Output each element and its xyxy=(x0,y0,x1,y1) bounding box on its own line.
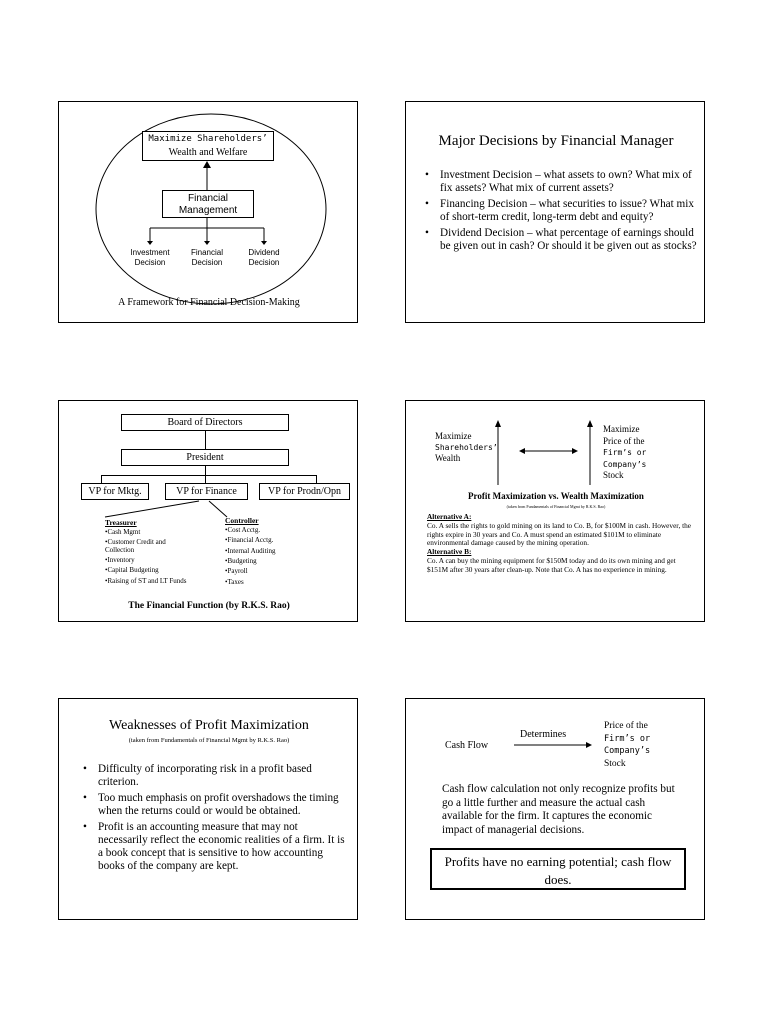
financial-function-caption: The Financial Function (by R.K.S. Rao) xyxy=(128,601,290,611)
treasurer-item: •Customer Credit and Collection xyxy=(105,538,166,554)
investment-decision-line1: Investment xyxy=(130,248,170,257)
weaknesses-list xyxy=(80,763,348,876)
profit-vs-wealth-title: Profit Maximization vs. Wealth Maximization xyxy=(468,491,644,501)
president-box: President xyxy=(121,449,289,466)
controller-item: •Taxes xyxy=(225,577,244,586)
weakness-risk-bullet: • Difficulty of incorporating risk in a profit based criterion. xyxy=(80,763,348,789)
financial-decision-label xyxy=(177,248,237,268)
financial-management-line2: Management xyxy=(178,205,238,216)
framework-caption: A Framework for Financial Decision-Making xyxy=(118,297,300,308)
maximize-price-line3: Firm’s or xyxy=(603,448,647,457)
controller-title: Controller xyxy=(225,516,259,525)
cash-flow-label: Cash Flow xyxy=(445,740,489,751)
treasurer-item: •Inventory xyxy=(105,556,135,565)
branch-connectors xyxy=(59,102,358,323)
controller-list xyxy=(225,527,325,589)
financial-management-line1: Financial xyxy=(187,193,229,204)
profits-statement-box xyxy=(430,848,686,890)
treasurer-title: Treasurer xyxy=(105,518,137,527)
controller-item: •Cost Acctg. xyxy=(225,526,261,534)
maximize-price-line4: Company’s xyxy=(603,459,647,469)
financing-decision-bullet: • Financing Decision – what securities to issue? What mix of short-term credit, long-term debt and equity? xyxy=(422,198,698,224)
price-of-firm-line2: Firm’s or xyxy=(604,733,651,744)
dividend-decision-bullet: • Dividend Decision – what percentage of earnings should be given out in cash? Or should it be given out as stocks? xyxy=(422,227,698,253)
slide-financial-function xyxy=(58,400,358,622)
maximize-price-line1: Maximize xyxy=(603,424,640,434)
treasurer-item: •Cash Mgmt xyxy=(105,528,141,536)
maximize-shareholders-line3: Wealth xyxy=(435,453,461,463)
slide-weaknesses-profit-max xyxy=(58,698,358,920)
vp-finance-box: VP for Finance xyxy=(165,483,248,500)
controller-item: •Payroll xyxy=(225,567,248,576)
maximize-price-line2: Price of the xyxy=(603,435,645,446)
price-of-firm-label xyxy=(604,720,650,770)
weakness-timing-bullet: • Too much emphasis on profit overshadows the timing when the returns could or would be obtained. xyxy=(80,792,348,818)
major-decisions-title: Major Decisions by Financial Manager xyxy=(438,133,674,149)
slide-major-decisions xyxy=(405,101,705,323)
investment-decision-label xyxy=(120,248,180,268)
price-of-firm-line4: Stock xyxy=(604,758,626,769)
determines-label: Determines xyxy=(520,729,567,740)
financial-decision-line1: Financial xyxy=(190,248,223,257)
profit-vs-wealth-source: (taken from Fundamentals of Financial Mgmt by R.K.S. Rao) xyxy=(506,504,606,509)
maximize-price-line5: Stock xyxy=(603,470,624,480)
maximize-price-label xyxy=(603,424,646,482)
price-of-firm-line1: Price of the xyxy=(604,721,648,731)
weakness-accounting-bullet: • Profit is an accounting measure that may not necessarily reflect the economic realities of a firm. It is a book concept that is sensitive to how accounting books of the company are kept. xyxy=(80,821,348,873)
major-decisions-list xyxy=(422,169,698,256)
alternative-b-title: Alternative B: xyxy=(427,547,472,557)
slide-financial-framework xyxy=(58,101,358,323)
financial-decision-line2: Decision xyxy=(191,258,223,267)
cash-flow-paragraph: Cash flow calculation not only recognize profits but go a little further and measure the actual cash available for the firm. It captures the economic impact of managerial decisions. xyxy=(442,783,675,836)
investment-decision-line2: Decision xyxy=(134,258,166,267)
investment-decision-bullet: • Investment Decision – what assets to own? What mix of fix assets? What mix of current assets? xyxy=(422,169,698,195)
controller-item: •Financial Acctg. xyxy=(225,536,274,545)
profits-statement-text: Profits have no earning potential; cash flow does. xyxy=(444,854,672,887)
vp-mktg-box: VP for Mktg. xyxy=(81,483,149,500)
slide-cash-flow xyxy=(405,698,705,920)
maximize-wealth-line2: Wealth and Welfare xyxy=(168,147,248,158)
weaknesses-title: Weaknesses of Profit Maximization xyxy=(109,718,309,733)
dividend-decision-line1: Dividend xyxy=(248,248,280,257)
board-of-directors-box: Board of Directors xyxy=(121,414,289,431)
slide-profit-vs-wealth xyxy=(405,400,705,622)
alternative-b-text: Co. A can buy the mining equipment for $150M today and do its own mining and get $151M after 30 years after clean-up. Note that Co. A has no experience in mining. xyxy=(427,555,676,574)
treasurer-item: •Raising of ST and LT Funds xyxy=(105,576,187,585)
controller-item: •Internal Auditing xyxy=(225,546,276,555)
maximize-shareholders-line2: Shareholders’ xyxy=(435,443,498,452)
treasurer-item: •Capital Budgeting xyxy=(105,566,159,575)
controller-item: •Budgeting xyxy=(225,557,257,566)
dividend-decision-line2: Decision xyxy=(248,258,280,267)
treasurer-list xyxy=(105,529,195,588)
vp-prodn-box: VP for Prodn/Opn xyxy=(259,483,350,500)
alternative-a-text: Co. A sells the rights to gold mining on its land to Co. B, for $100M in cash. However, the rights expire in 30 years and Co. A must spend an estimated $101M to eliminate environmental damage caused by the mining operation. xyxy=(427,520,692,548)
maximize-wealth-line1: Maximize Shareholders’ xyxy=(148,134,268,144)
maximize-shareholders-line1: Maximize xyxy=(435,431,472,441)
price-of-firm-line3: Company’s xyxy=(604,746,651,756)
alternatives-block xyxy=(427,513,697,575)
dividend-decision-label xyxy=(234,248,294,268)
weaknesses-source: (taken from Fundamentals of Financial Mgmt by R.K.S. Rao) xyxy=(128,737,290,744)
alternative-a-title: Alternative A: xyxy=(427,512,472,521)
